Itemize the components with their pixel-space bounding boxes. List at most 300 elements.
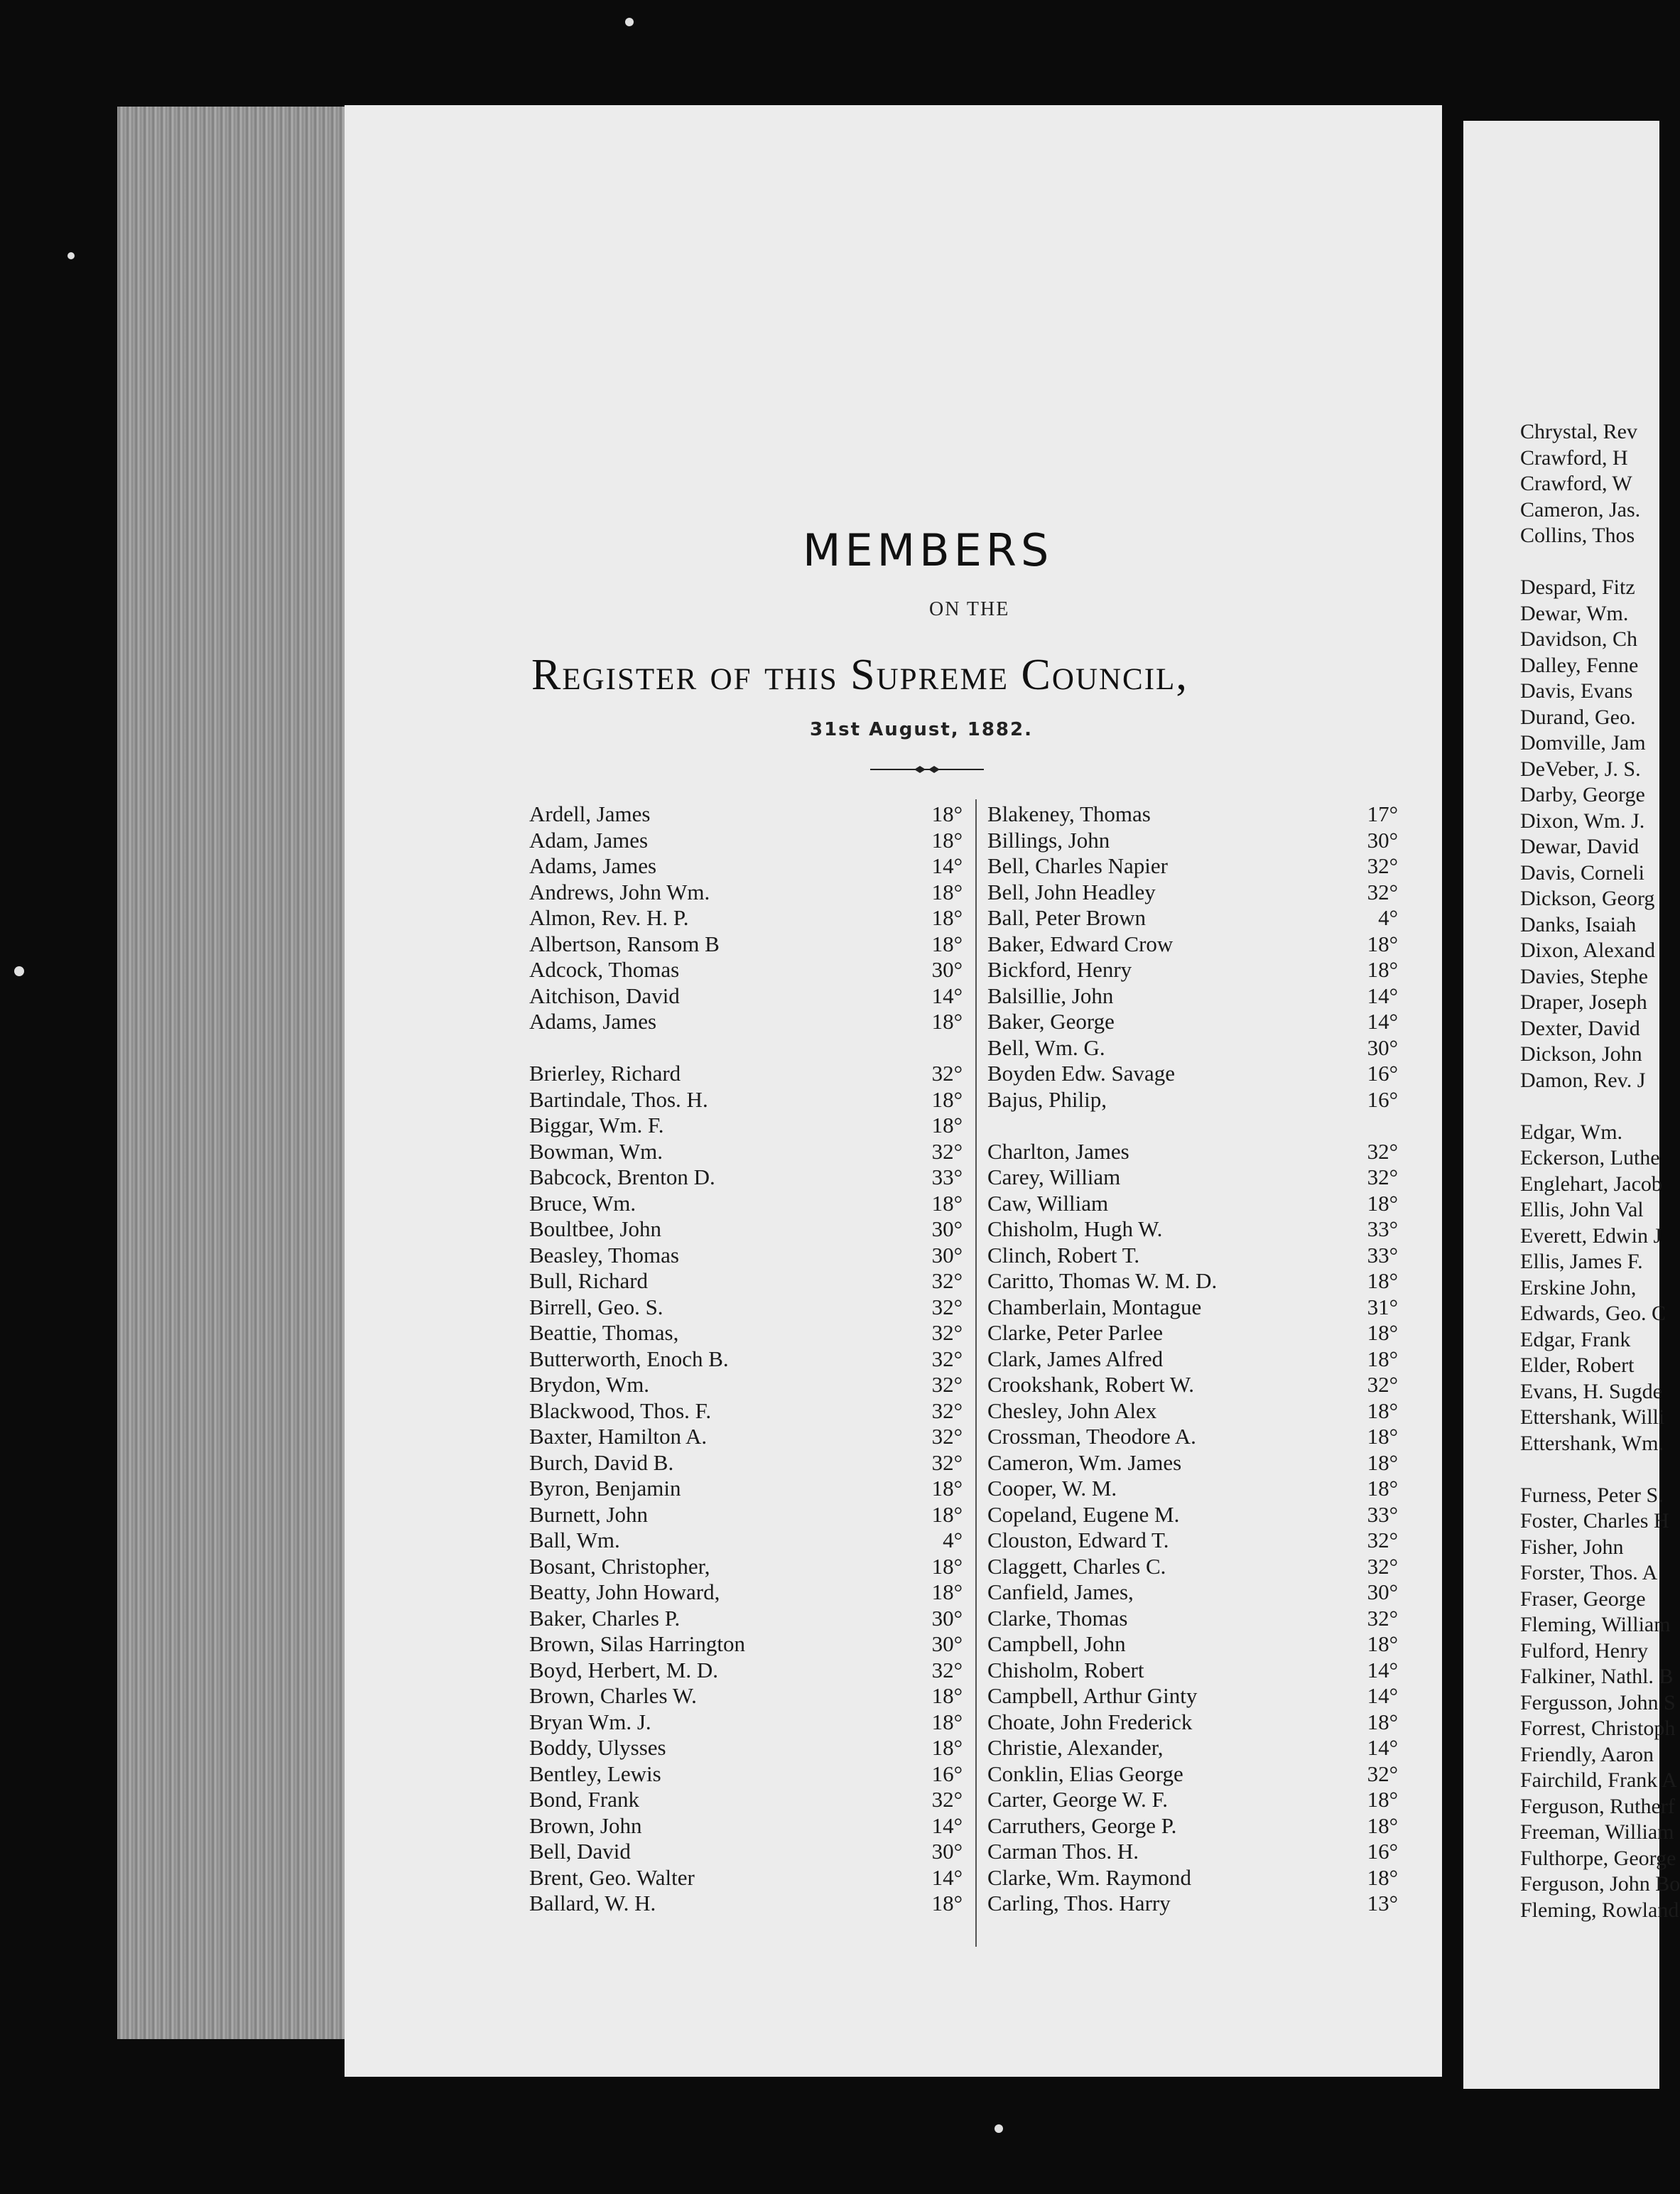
member-degree: 32° bbox=[931, 1657, 963, 1682]
member-row bbox=[987, 828, 1398, 854]
section-gap bbox=[529, 1035, 963, 1061]
member-name: Charlton, James bbox=[987, 1138, 1129, 1164]
facing-page-entry: Dewar, David bbox=[1520, 835, 1640, 858]
member-name: Carman Thos. H. bbox=[987, 1839, 1139, 1864]
facing-page-entry: Darby, George bbox=[1520, 783, 1645, 806]
member-name: Boyd, Herbert, M. D. bbox=[529, 1657, 719, 1682]
member-row bbox=[987, 880, 1398, 906]
member-name: Brown, Charles W. bbox=[529, 1683, 697, 1708]
member-degree: 14° bbox=[1367, 1735, 1398, 1760]
member-name: Chisholm, Hugh W. bbox=[987, 1216, 1163, 1241]
member-name: Baker, Edward Crow bbox=[987, 931, 1174, 956]
member-row bbox=[529, 1709, 963, 1736]
member-row bbox=[987, 1865, 1398, 1891]
member-name: Chisholm, Robert bbox=[987, 1657, 1144, 1682]
member-degree: 4° bbox=[943, 1528, 963, 1552]
book-page-edges bbox=[117, 107, 352, 2039]
member-name: Claggett, Charles C. bbox=[987, 1553, 1166, 1579]
member-degree: 18° bbox=[931, 1009, 963, 1034]
member-row bbox=[529, 1735, 963, 1761]
member-name: Brown, Silas Harrington bbox=[529, 1631, 745, 1656]
member-degree: 18° bbox=[1367, 1398, 1398, 1423]
facing-page-entry: Crawford, H bbox=[1520, 445, 1628, 470]
member-name: Bruce, Wm. bbox=[529, 1190, 636, 1216]
member-degree: 32° bbox=[1367, 1372, 1398, 1397]
member-row bbox=[987, 1320, 1398, 1346]
member-degree: 32° bbox=[931, 1138, 963, 1164]
member-degree: 30° bbox=[931, 957, 963, 982]
member-name: Biggar, Wm. F. bbox=[529, 1113, 664, 1137]
member-degree: 30° bbox=[931, 1605, 963, 1631]
member-name: Bentley, Lewis bbox=[529, 1761, 661, 1786]
member-degree: 18° bbox=[1367, 1709, 1398, 1734]
facing-page-entry: Forrest, Christoph bbox=[1520, 1717, 1676, 1740]
facing-page-entry: Damon, Rev. J bbox=[1520, 1068, 1646, 1092]
facing-page-entry: Elder, Robert bbox=[1520, 1353, 1635, 1377]
facing-page-list bbox=[1520, 419, 1680, 1923]
member-name: Carling, Thos. Harry bbox=[987, 1891, 1171, 1915]
member-degree: 31° bbox=[1367, 1294, 1398, 1319]
member-name: Chamberlain, Montague bbox=[987, 1294, 1202, 1319]
member-name: Blakeney, Thomas bbox=[987, 801, 1151, 826]
facing-page-entry: Dexter, David bbox=[1520, 1016, 1640, 1040]
member-row bbox=[529, 1061, 963, 1087]
member-degree: 32° bbox=[1367, 1138, 1398, 1164]
member-row bbox=[987, 1658, 1398, 1684]
member-name: Butterworth, Enoch B. bbox=[529, 1346, 729, 1371]
facing-page-entry: Edgar, Wm. bbox=[1520, 1120, 1623, 1144]
member-row bbox=[987, 1009, 1398, 1035]
member-degree: 30° bbox=[931, 1631, 963, 1656]
member-degree: 18° bbox=[931, 801, 963, 826]
film-speck bbox=[625, 18, 634, 26]
member-name: Adam, James bbox=[529, 827, 649, 853]
facing-page-entry: Ellis, James F. bbox=[1520, 1250, 1643, 1273]
member-row bbox=[529, 1528, 963, 1554]
member-name: Christie, Alexander, bbox=[987, 1735, 1164, 1760]
member-name: Beasley, Thomas bbox=[529, 1242, 679, 1268]
member-row bbox=[987, 931, 1398, 958]
facing-page-entry: Eckerson, Luthe bbox=[1520, 1146, 1660, 1169]
member-row bbox=[529, 1813, 963, 1839]
member-degree: 18° bbox=[931, 1709, 963, 1734]
facing-page-entry: Foster, Charles H bbox=[1520, 1509, 1669, 1533]
member-row bbox=[529, 801, 963, 828]
member-degree: 18° bbox=[1367, 931, 1398, 956]
member-row bbox=[987, 1631, 1398, 1658]
member-degree: 30° bbox=[931, 1242, 963, 1268]
member-degree: 18° bbox=[1367, 1320, 1398, 1345]
member-row bbox=[987, 1450, 1398, 1476]
page-title: MEMBERS bbox=[803, 524, 1053, 576]
member-name: Billings, John bbox=[987, 827, 1110, 853]
member-name: Bell, Charles Napier bbox=[987, 853, 1168, 878]
facing-page-entry: Davies, Stephe bbox=[1520, 964, 1648, 988]
film-speck bbox=[14, 966, 24, 976]
member-name: Clark, James Alfred bbox=[987, 1346, 1164, 1371]
member-name: Andrews, John Wm. bbox=[529, 879, 710, 904]
member-row bbox=[987, 1139, 1398, 1165]
member-degree: 32° bbox=[1367, 853, 1398, 878]
member-degree: 33° bbox=[931, 1164, 963, 1189]
member-name: Albertson, Ransom B bbox=[529, 931, 720, 956]
member-degree: 30° bbox=[931, 1839, 963, 1864]
member-row bbox=[529, 1216, 963, 1243]
member-row bbox=[987, 1268, 1398, 1295]
facing-page-entry: Ferguson, John Bo bbox=[1520, 1872, 1680, 1896]
facing-page-entry: Everett, Edwin J bbox=[1520, 1223, 1662, 1248]
member-row bbox=[529, 905, 963, 931]
member-row bbox=[987, 1087, 1398, 1113]
member-name: Brierley, Richard bbox=[529, 1061, 681, 1086]
member-row bbox=[529, 1839, 963, 1865]
member-name: Bell, John Headley bbox=[987, 879, 1156, 904]
member-degree: 17° bbox=[1367, 801, 1398, 826]
facing-page-entry: Edwards, Geo. C bbox=[1520, 1302, 1666, 1325]
member-degree: 14° bbox=[931, 1864, 963, 1890]
member-row bbox=[987, 1424, 1398, 1450]
member-row bbox=[529, 983, 963, 1010]
member-degree: 14° bbox=[1367, 1657, 1398, 1682]
member-degree: 16° bbox=[1367, 1061, 1398, 1086]
member-name: Bell, David bbox=[529, 1839, 631, 1864]
member-name: Bull, Richard bbox=[529, 1268, 649, 1293]
member-degree: 18° bbox=[1367, 1787, 1398, 1812]
member-name: Brown, John bbox=[529, 1812, 642, 1838]
facing-page-entry: Dixon, Wm. J. bbox=[1520, 809, 1645, 833]
section-gap bbox=[1520, 549, 1680, 575]
member-degree: 18° bbox=[1367, 1268, 1398, 1293]
facing-page-entry: Dixon, Alexand bbox=[1520, 939, 1655, 962]
member-name: Byron, Benjamin bbox=[529, 1476, 681, 1501]
column-divider bbox=[975, 799, 977, 1947]
member-name: Babcock, Brenton D. bbox=[529, 1164, 715, 1189]
member-row bbox=[529, 1865, 963, 1891]
member-row bbox=[529, 1191, 963, 1217]
member-degree: 32° bbox=[931, 1449, 963, 1475]
member-degree: 18° bbox=[1367, 1812, 1398, 1838]
member-degree: 14° bbox=[931, 853, 963, 878]
facing-page-entry: Crawford, W bbox=[1520, 472, 1632, 495]
facing-page-entry: Falkiner, Nathl. B bbox=[1520, 1665, 1674, 1688]
facing-page-entry: Davis, Evans bbox=[1520, 679, 1633, 703]
member-row bbox=[987, 1683, 1398, 1709]
member-row bbox=[987, 1787, 1398, 1813]
member-name: Baker, George bbox=[987, 1009, 1115, 1034]
member-degree: 18° bbox=[1367, 1631, 1398, 1656]
member-degree: 18° bbox=[931, 1113, 963, 1137]
member-row bbox=[529, 1658, 963, 1684]
member-name: Carruthers, George P. bbox=[987, 1812, 1177, 1838]
member-degree: 32° bbox=[1367, 1761, 1398, 1786]
member-degree: 16° bbox=[931, 1761, 963, 1786]
member-name: Clouston, Edward T. bbox=[987, 1528, 1169, 1552]
member-degree: 16° bbox=[1367, 1839, 1398, 1864]
member-name: Burch, David B. bbox=[529, 1449, 674, 1475]
member-degree: 32° bbox=[1367, 879, 1398, 904]
member-degree: 33° bbox=[1367, 1216, 1398, 1241]
facing-page-entry: Edgar, Frank bbox=[1520, 1327, 1631, 1351]
member-row bbox=[987, 905, 1398, 931]
member-row bbox=[987, 1891, 1398, 1917]
member-row bbox=[529, 1372, 963, 1398]
facing-page-entry: Dalley, Fenne bbox=[1520, 653, 1639, 677]
member-row bbox=[529, 1243, 963, 1269]
member-name: Balsillie, John bbox=[987, 983, 1114, 1008]
facing-page-entry: Forster, Thos. A bbox=[1520, 1561, 1658, 1584]
member-name: Adams, James bbox=[529, 853, 657, 878]
member-name: Canfield, James, bbox=[987, 1579, 1134, 1604]
member-degree: 18° bbox=[931, 1190, 963, 1216]
member-degree: 18° bbox=[931, 1476, 963, 1501]
member-name: Clarke, Peter Parlee bbox=[987, 1320, 1164, 1345]
member-row bbox=[987, 1761, 1398, 1788]
facing-page-entry: Ferguson, Rutherf bbox=[1520, 1794, 1675, 1818]
member-row bbox=[987, 1606, 1398, 1632]
member-row bbox=[987, 983, 1398, 1010]
member-name: Adams, James bbox=[529, 1009, 657, 1034]
member-degree: 18° bbox=[1367, 1190, 1398, 1216]
member-degree: 18° bbox=[1367, 957, 1398, 982]
member-row bbox=[987, 1476, 1398, 1502]
member-degree: 18° bbox=[1367, 1449, 1398, 1475]
member-row bbox=[987, 1579, 1398, 1606]
member-row bbox=[987, 1164, 1398, 1191]
member-degree: 18° bbox=[931, 931, 963, 956]
member-row bbox=[529, 1113, 963, 1139]
member-degree: 32° bbox=[931, 1398, 963, 1423]
member-degree: 32° bbox=[931, 1787, 963, 1812]
member-degree: 18° bbox=[931, 827, 963, 853]
member-name: Bryan Wm. J. bbox=[529, 1709, 651, 1734]
member-name: Burnett, John bbox=[529, 1501, 649, 1527]
member-degree: 30° bbox=[931, 1216, 963, 1241]
member-name: Brent, Geo. Walter bbox=[529, 1864, 695, 1890]
member-row bbox=[987, 1216, 1398, 1243]
facing-page-entry: Dickson, Georg bbox=[1520, 887, 1655, 910]
member-degree: 33° bbox=[1367, 1501, 1398, 1527]
member-row bbox=[529, 1320, 963, 1346]
member-row bbox=[529, 1295, 963, 1321]
member-row bbox=[987, 1502, 1398, 1528]
facing-page-entry: Danks, Isaiah bbox=[1520, 912, 1637, 936]
member-name: Clarke, Wm. Raymond bbox=[987, 1864, 1191, 1890]
member-row bbox=[529, 957, 963, 983]
member-row bbox=[987, 1035, 1398, 1061]
member-name: Campbell, John bbox=[987, 1631, 1126, 1656]
member-name: Cameron, Wm. James bbox=[987, 1449, 1182, 1475]
member-name: Carter, George W. F. bbox=[987, 1787, 1168, 1812]
member-row bbox=[987, 1191, 1398, 1217]
member-degree: 18° bbox=[931, 1501, 963, 1527]
member-row bbox=[529, 1631, 963, 1658]
member-row bbox=[529, 1476, 963, 1502]
member-name: Bond, Frank bbox=[529, 1787, 639, 1812]
member-name: Campbell, Arthur Ginty bbox=[987, 1683, 1198, 1708]
facing-page-entry: Fraser, George bbox=[1520, 1587, 1646, 1611]
member-name: Almon, Rev. H. P. bbox=[529, 905, 689, 930]
member-row bbox=[529, 1787, 963, 1813]
section-gap bbox=[1520, 1093, 1680, 1120]
member-degree: 14° bbox=[931, 1812, 963, 1838]
member-degree: 32° bbox=[1367, 1553, 1398, 1579]
member-name: Adcock, Thomas bbox=[529, 957, 680, 982]
member-degree: 30° bbox=[1367, 1579, 1398, 1604]
member-degree: 18° bbox=[931, 1735, 963, 1760]
member-degree: 18° bbox=[1367, 1424, 1398, 1449]
member-degree: 18° bbox=[1367, 1476, 1398, 1501]
film-speck bbox=[995, 2124, 1003, 2133]
facing-page-entry: Fisher, John bbox=[1520, 1535, 1624, 1559]
member-degree: 32° bbox=[931, 1320, 963, 1345]
member-degree: 18° bbox=[1367, 1346, 1398, 1371]
member-row bbox=[987, 1398, 1398, 1425]
member-row bbox=[529, 1606, 963, 1632]
facing-page-entry: Fleming, William bbox=[1520, 1613, 1671, 1636]
member-degree: 33° bbox=[1367, 1242, 1398, 1268]
member-row bbox=[987, 1295, 1398, 1321]
member-name: Baxter, Hamilton A. bbox=[529, 1424, 708, 1449]
member-row bbox=[529, 931, 963, 958]
register-date: 31st August, 1882. bbox=[810, 719, 1033, 740]
member-row bbox=[987, 1346, 1398, 1373]
facing-page-entry: Evans, H. Sugde bbox=[1520, 1379, 1662, 1403]
member-name: Aitchison, David bbox=[529, 983, 680, 1008]
facing-page-entry: Fairchild, Frank A bbox=[1520, 1768, 1677, 1792]
member-name: Ardell, James bbox=[529, 801, 651, 826]
facing-page-entry: Furness, Peter S. bbox=[1520, 1483, 1664, 1507]
member-degree: 14° bbox=[1367, 983, 1398, 1008]
member-name: Crossman, Theodore A. bbox=[987, 1424, 1196, 1449]
member-name: Ballard, W. H. bbox=[529, 1891, 656, 1915]
member-row bbox=[987, 1735, 1398, 1761]
member-row bbox=[987, 801, 1398, 828]
member-name: Caw, William bbox=[987, 1190, 1109, 1216]
facing-page-entry: Davidson, Ch bbox=[1520, 627, 1637, 651]
facing-page-entry: Dewar, Wm. bbox=[1520, 601, 1629, 625]
facing-page-entry: Fulthorpe, George bbox=[1520, 1846, 1676, 1870]
facing-page-entry: Ellis, John Val bbox=[1520, 1198, 1644, 1221]
facing-page-entry: Ettershank, Wm. bbox=[1520, 1431, 1664, 1455]
member-name: Clarke, Thomas bbox=[987, 1605, 1128, 1631]
member-row bbox=[529, 1087, 963, 1113]
section-gap bbox=[987, 1113, 1398, 1139]
member-row bbox=[529, 1009, 963, 1035]
member-name: Carey, William bbox=[987, 1164, 1121, 1189]
member-name: Chesley, John Alex bbox=[987, 1398, 1157, 1423]
member-row bbox=[987, 1839, 1398, 1865]
facing-page-entry: Dickson, John bbox=[1520, 1042, 1642, 1066]
member-row bbox=[529, 1579, 963, 1606]
member-name: Conklin, Elias George bbox=[987, 1761, 1183, 1786]
member-name: Caritto, Thomas W. M. D. bbox=[987, 1268, 1218, 1293]
member-name: Clinch, Robert T. bbox=[987, 1242, 1140, 1268]
member-name: Blackwood, Thos. F. bbox=[529, 1398, 712, 1423]
member-name: Boyden Edw. Savage bbox=[987, 1061, 1176, 1086]
member-degree: 4° bbox=[1378, 905, 1398, 930]
facing-page-entry: Fulford, Henry bbox=[1520, 1638, 1648, 1663]
members-column-right bbox=[987, 801, 1398, 1917]
member-name: Boddy, Ulysses bbox=[529, 1735, 666, 1760]
facing-page-entry: Freeman, William bbox=[1520, 1820, 1674, 1844]
member-row bbox=[529, 1164, 963, 1191]
page-subtitle: ON THE bbox=[929, 598, 1010, 620]
facing-page-entry: Englehart, Jacob bbox=[1520, 1172, 1662, 1196]
member-degree: 18° bbox=[931, 1891, 963, 1915]
member-name: Cooper, W. M. bbox=[987, 1476, 1117, 1501]
facing-page-entry: Fergusson, John S bbox=[1520, 1690, 1676, 1714]
member-degree: 18° bbox=[931, 879, 963, 904]
facing-page-entry: Davis, Corneli bbox=[1520, 860, 1644, 885]
member-row bbox=[987, 1061, 1398, 1087]
member-degree: 18° bbox=[931, 1579, 963, 1604]
facing-page-entry: Friendly, Aaron bbox=[1520, 1742, 1654, 1766]
member-name: Boultbee, John bbox=[529, 1216, 661, 1241]
member-degree: 18° bbox=[1367, 1864, 1398, 1890]
member-degree: 18° bbox=[931, 1683, 963, 1708]
member-degree: 32° bbox=[931, 1268, 963, 1293]
member-row bbox=[987, 1372, 1398, 1398]
member-name: Ball, Wm. bbox=[529, 1528, 620, 1552]
member-row bbox=[529, 1683, 963, 1709]
facing-page-entry: Chrystal, Rev bbox=[1520, 420, 1637, 443]
facing-page-entry: Domville, Jam bbox=[1520, 731, 1646, 755]
member-degree: 30° bbox=[1367, 827, 1398, 853]
member-name: Copeland, Eugene M. bbox=[987, 1501, 1180, 1527]
member-row bbox=[529, 1268, 963, 1295]
member-row bbox=[529, 1554, 963, 1580]
member-row bbox=[529, 1346, 963, 1373]
member-row bbox=[987, 957, 1398, 983]
facing-page-entry: Despard, Fitz bbox=[1520, 575, 1635, 599]
member-degree: 32° bbox=[931, 1372, 963, 1397]
facing-page-entry: Ettershank, Willi bbox=[1520, 1405, 1665, 1429]
facing-page-entry: Draper, Joseph bbox=[1520, 990, 1647, 1014]
member-name: Birrell, Geo. S. bbox=[529, 1294, 663, 1319]
member-degree: 16° bbox=[1367, 1086, 1398, 1112]
facing-page-entry: Fleming, Rowland bbox=[1520, 1898, 1679, 1922]
member-name: Beattie, Thomas, bbox=[529, 1320, 679, 1345]
member-degree: 32° bbox=[1367, 1164, 1398, 1189]
member-name: Bajus, Philip, bbox=[987, 1086, 1107, 1112]
member-degree: 32° bbox=[931, 1346, 963, 1371]
member-row bbox=[987, 1813, 1398, 1839]
member-row bbox=[529, 1761, 963, 1788]
member-row bbox=[987, 1709, 1398, 1736]
member-row bbox=[529, 828, 963, 854]
film-speck bbox=[67, 252, 75, 259]
member-degree: 14° bbox=[1367, 1009, 1398, 1034]
member-degree: 13° bbox=[1367, 1891, 1398, 1915]
member-degree: 14° bbox=[1367, 1683, 1398, 1708]
member-row bbox=[529, 853, 963, 880]
member-row bbox=[987, 1243, 1398, 1269]
facing-page-entry: Cameron, Jas. bbox=[1520, 497, 1641, 522]
member-degree: 32° bbox=[931, 1424, 963, 1449]
facing-page-entry: Collins, Thos bbox=[1520, 524, 1635, 547]
member-name: Bowman, Wm. bbox=[529, 1138, 663, 1164]
member-row bbox=[529, 1502, 963, 1528]
member-row bbox=[529, 1450, 963, 1476]
member-name: Bickford, Henry bbox=[987, 957, 1132, 982]
member-name: Brydon, Wm. bbox=[529, 1372, 650, 1397]
member-name: Bartindale, Thos. H. bbox=[529, 1086, 708, 1112]
facing-page bbox=[1463, 121, 1680, 2089]
member-degree: 18° bbox=[931, 1553, 963, 1579]
member-degree: 18° bbox=[931, 1086, 963, 1112]
member-degree: 32° bbox=[931, 1294, 963, 1319]
facing-page-entry: DeVeber, J. S. bbox=[1520, 757, 1641, 781]
